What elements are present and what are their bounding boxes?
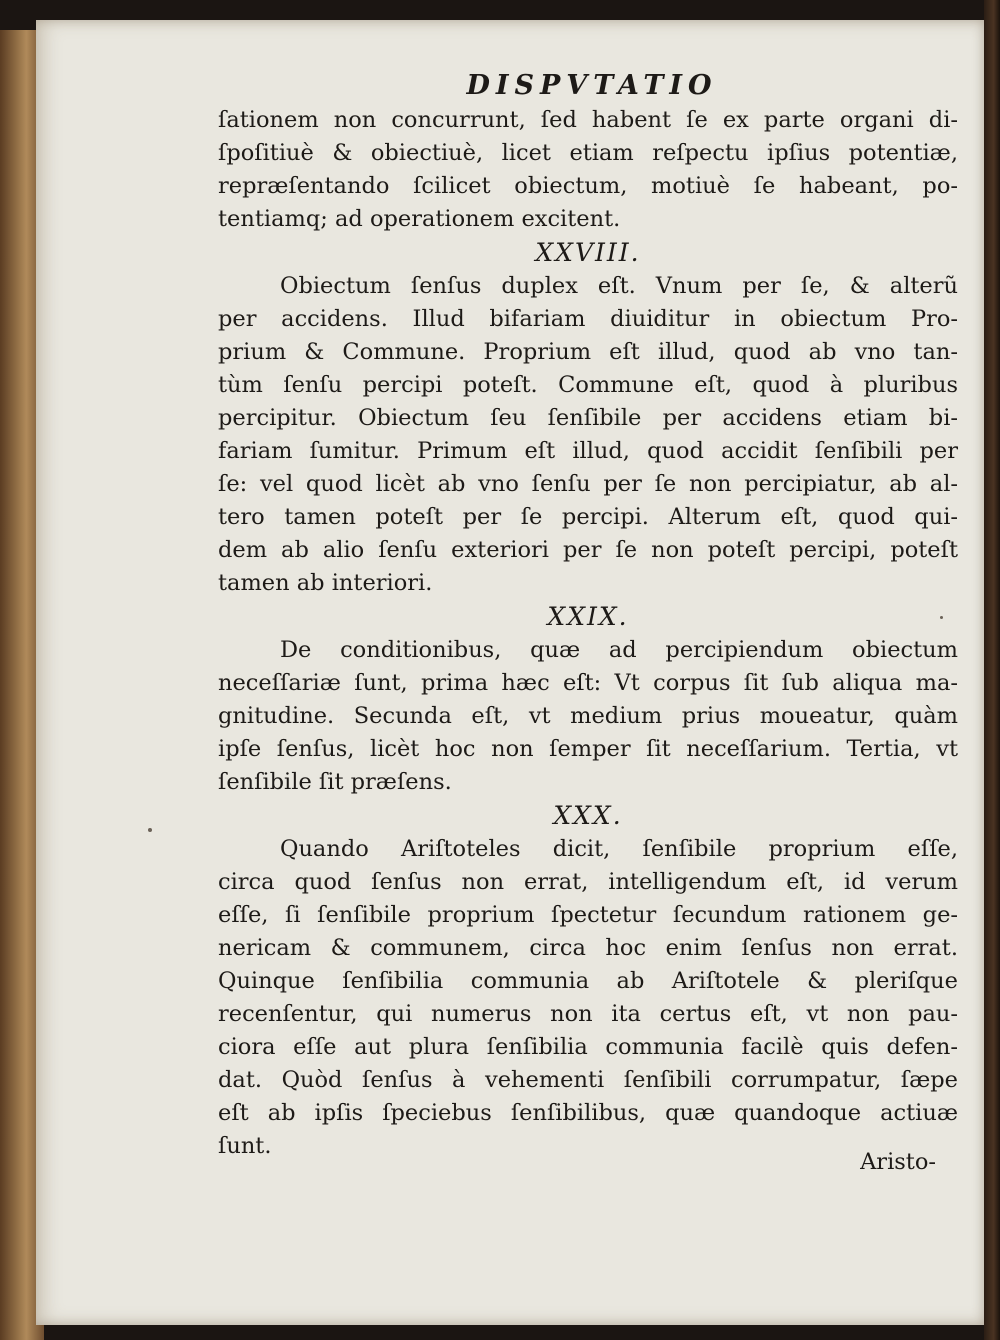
catchword: Aristo- [860, 1149, 936, 1175]
text-line: ſenſibile ſit præſens. [218, 769, 452, 795]
text-line: ſe: vel quod licèt ab vno ſenſu per ſe non percipiatur, ab al- [218, 471, 958, 497]
text-line: tamen ab interiori. [218, 570, 433, 596]
sections-container [218, 104, 958, 1163]
text-line: prium & Commune. Proprium eſt illud, quod ab vno tan- [218, 339, 958, 365]
text-line: dat. Quòd ſenſus à vehementi ſenſibili corrumpatur, ſæpe [218, 1067, 958, 1093]
text-line: per accidens. Illud bifariam diuiditur in obiectum Pro- [218, 306, 958, 332]
section [218, 104, 958, 236]
text-line: gnitudine. Secunda eſt, vt medium prius moueatur, quàm [218, 703, 958, 729]
text-line: circa quod ſenſus non errat, intelligendum eſt, id verum [218, 869, 958, 895]
section [218, 799, 958, 1163]
text-line: De conditionibus, quæ ad percipiendum obiectum [280, 637, 958, 663]
section-heading: XXIX. [547, 602, 629, 631]
book-edge [984, 0, 1000, 1340]
section-heading: XXVIII. [535, 238, 641, 267]
text-line: ſationem non concurrunt, ſed habent ſe ex parte organi di- [218, 107, 958, 133]
text-line: recenſentur, qui numerus non ita certus eſt, vt non pau- [218, 1001, 958, 1027]
text-line: tentiamq; ad operationem excitent. [218, 206, 621, 232]
text-line: dem ab alio ſenſu exteriori per ſe non poteſt percipi, poteſt [218, 537, 958, 563]
section-heading: XXX. [553, 801, 623, 830]
text-line: tero tamen poteſt per ſe percipi. Alterum eſt, quod qui- [218, 504, 958, 530]
text-line: eſt ab ipſis ſpeciebus ſenſibilibus, quæ quandoque actiuæ [218, 1100, 958, 1126]
text-line: repræſentando ſcilicet obiectum, motiuè ſe habeant, po- [218, 173, 958, 199]
text-line: ſunt. [218, 1133, 272, 1159]
text-line: neceſſariæ ſunt, prima hæc eſt: Vt corpus ſit ſub aliqua ma- [218, 670, 958, 696]
text-line: Quinque ſenſibilia communia ab Ariſtotele & pleriſque [218, 968, 958, 994]
text-line: nericam & communem, circa hoc enim ſenſus non errat. [218, 935, 958, 961]
text-line: fariam ſumitur. Primum eſt illud, quod accidit ſenſibili per [218, 438, 958, 464]
text-block [218, 68, 958, 1163]
text-line: ciora eſſe aut plura ſenſibilia communia facilè quis defen- [218, 1034, 958, 1060]
text-line: percipitur. Obiectum ſeu ſenſibile per accidens etiam bi- [218, 405, 958, 431]
paper-speck [148, 828, 152, 832]
text-line: tùm ſenſu percipi poteſt. Commune eſt, quod à pluribus [218, 372, 958, 398]
text-line: ipſe ſenſus, licèt hoc non ſemper ſit neceſſarium. Tertia, vt [218, 736, 958, 762]
text-line: Obiectum ſenſus duplex eſt. Vnum per ſe, & alterũ [280, 273, 958, 299]
running-head: DISPVTATIO [466, 70, 718, 101]
text-line: eſſe, ſi ſenſibile proprium ſpectetur ſecundum rationem ge- [218, 902, 958, 928]
section [218, 600, 958, 799]
section [218, 236, 958, 600]
text-line: Quando Ariſtoteles dicit, ſenſibile proprium eſſe, [280, 836, 958, 862]
text-line: ſpoſitiuè & obiectiuè, licet etiam reſpectu ipſius potentiæ, [218, 140, 958, 166]
